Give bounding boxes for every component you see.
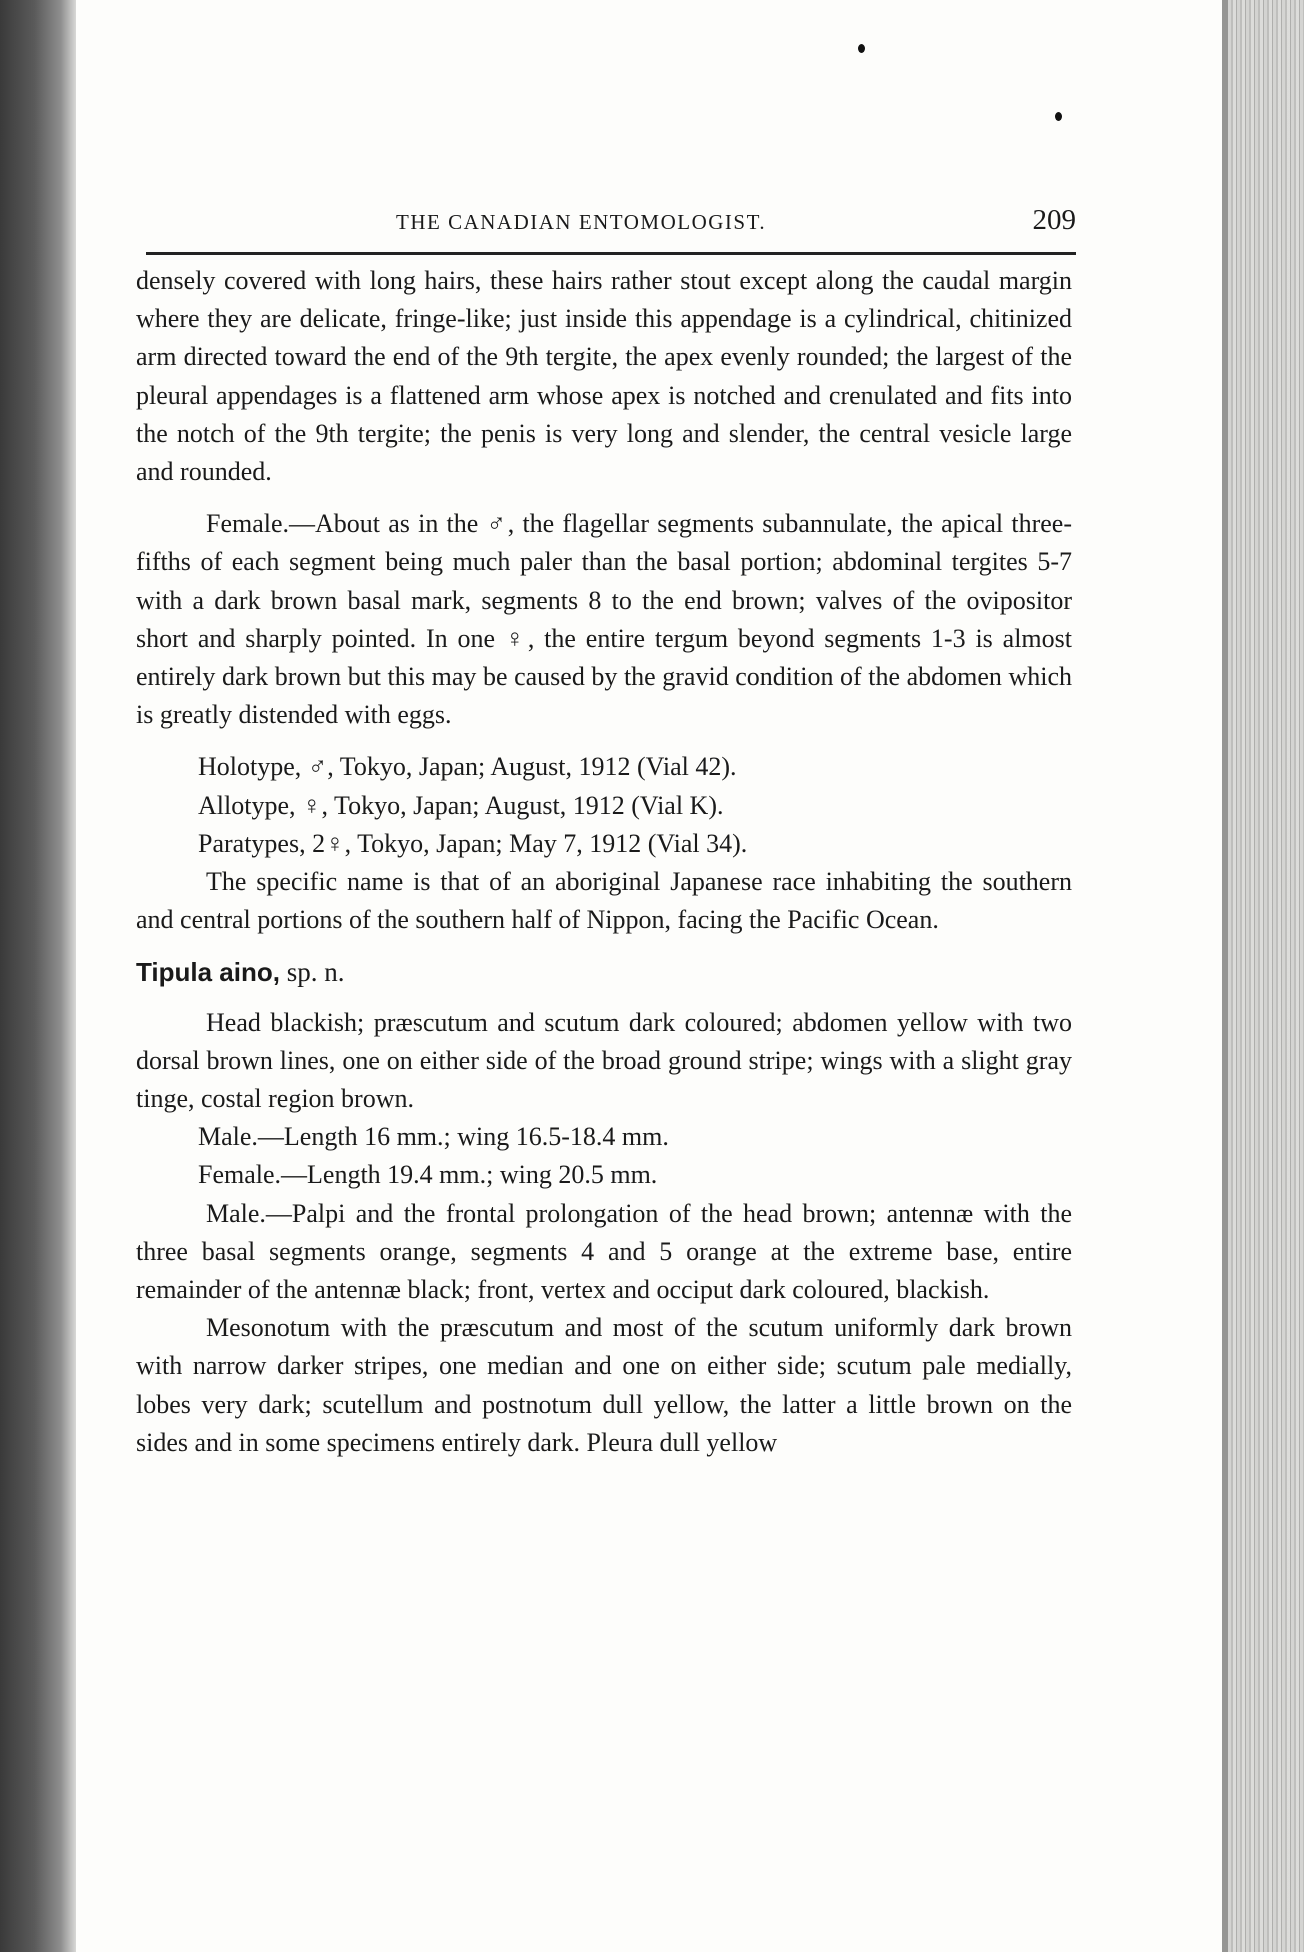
page-number: 209 — [1032, 204, 1076, 236]
species-heading — [136, 953, 1072, 991]
ink-speck — [858, 44, 865, 53]
holotype-line: Holotype, ♂, Tokyo, Japan; August, 1912 (Vial 42). — [198, 752, 737, 782]
allotype-line: Allotype, ♀, Tokyo, Japan; August, 1912 (Vial K). — [198, 790, 724, 820]
species-suffix: sp. n. — [279, 957, 345, 988]
paragraph: Female.—About as in the ♂, the flagellar segments subannulate, the apical three-fifths of each segment being much paler than the basal portion; abdominal tergites 5-7 with a dark brown basal mark, segments 8 to the end brown; valves of the ovipositor short and sharply pointed. In one ♀, the entire tergum beyond segments 1-3 is almost entirely dark brown but this may be caused by the gravid condition of the abdomen which is greatly distended with eggs. — [136, 509, 1072, 730]
paragraph: densely covered with long hairs, these hairs rather stout except along the caudal margin where they are delicate, fringe-like; just inside this appendage is a cylindrical, chitinized arm directed toward the end of the 9th tergite, the apex evenly rounded; the largest of the pleural appendages is a flattened arm whose apex is notched and crenulated and fits into the notch of the 9th tergite; the penis is very long and slender, the central vesicle large and rounded. — [136, 266, 1072, 487]
book-binding-shadow — [0, 0, 76, 1952]
paragraph: The specific name is that of an aboriginal Japanese race inhabiting the southern and central portions of the southern half of Nippon, facing the Pacific Ocean. — [136, 867, 1072, 935]
page-edges — [1222, 0, 1304, 1952]
paragraph: Male.—Palpi and the frontal prolongation of the head brown; antennæ with the three basal segments orange, segments 4 and 5 orange at the extreme base, entire remainder of the antennæ black; front, vertex and occiput dark coloured, blackish. — [136, 1198, 1072, 1305]
running-head: THE CANADIAN ENTOMOLOGIST. — [396, 210, 767, 234]
page-body — [136, 262, 1072, 1462]
paragraph: Head blackish; præscutum and scutum dark coloured; abdomen yellow with two dorsal brown lines, one on either side of the broad ground stripe; wings with a slight gray tinge, costal region brown. — [136, 1007, 1072, 1114]
species-name: Tipula aino, — [136, 957, 280, 988]
page-header — [146, 202, 1076, 246]
header-rule — [146, 252, 1076, 255]
female-length-line: Female.—Length 19.4 mm.; wing 20.5 mm. — [198, 1160, 658, 1190]
ink-speck — [1055, 112, 1062, 121]
male-length-line: Male.—Length 16 mm.; wing 16.5-18.4 mm. — [198, 1122, 669, 1152]
paratypes-line: Paratypes, 2♀, Tokyo, Japan; May 7, 1912 (Vial 34). — [198, 828, 748, 858]
paragraph: Mesonotum with the præscutum and most of the scutum uniformly dark brown with narrow darker stripes, one median and one on either side; scutum pale medially, lobes very dark; scutellum and postnotum dull yellow, the latter a little brown on the sides and in some specimens entirely dark. Pleura dull yellow — [136, 1313, 1072, 1457]
